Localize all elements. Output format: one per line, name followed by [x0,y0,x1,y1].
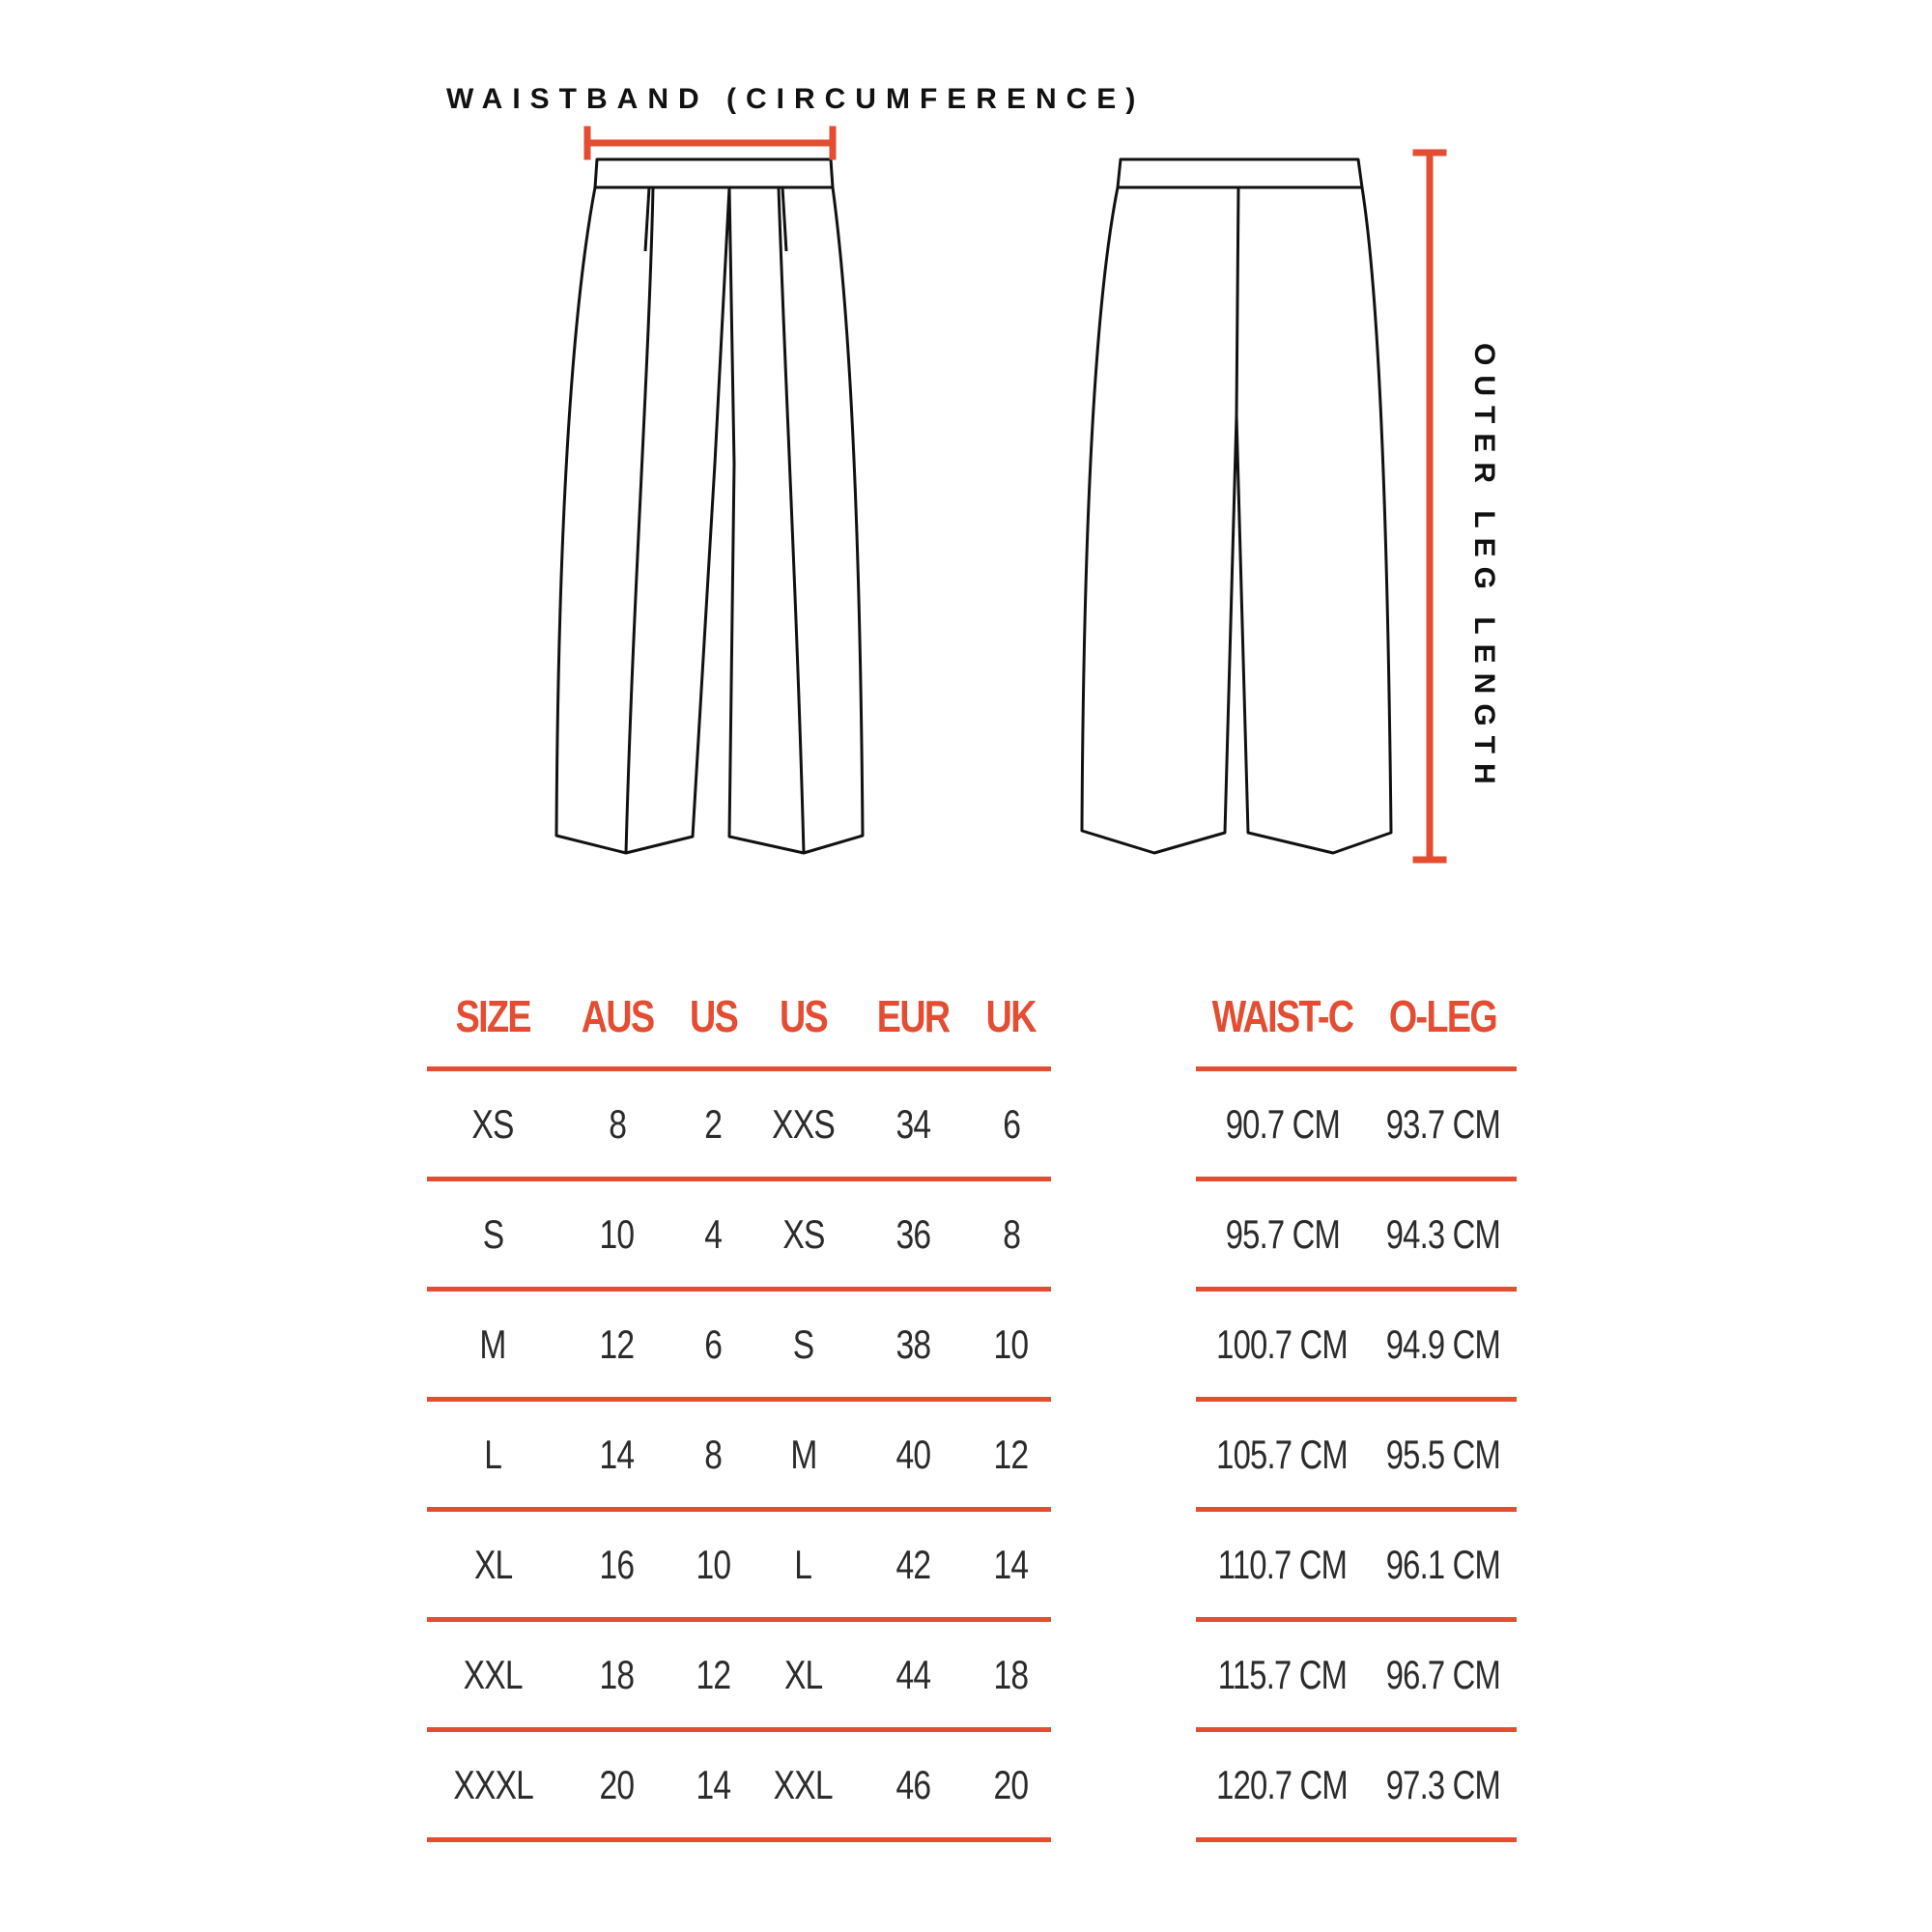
table-row [1196,1730,1517,1840]
cell-us-numeric: 14 [696,1761,731,1807]
back-waistband [1118,159,1362,187]
cell-o-leg: 96.1 CM [1385,1541,1500,1587]
cell-waist-c: 110.7 CM [1217,1541,1348,1587]
cell-waist-c: 120.7 CM [1216,1761,1349,1807]
table-row [1196,1069,1517,1179]
cell-us-letter: S [792,1321,814,1367]
cell-size: S [482,1210,504,1257]
cell-eur: 42 [895,1541,931,1587]
table-row [427,1620,1051,1730]
front-pleat-right [782,187,786,251]
cell-us-numeric: 10 [696,1541,731,1587]
header-o-leg: O-LEG [1382,966,1503,1069]
size-table-header-row [427,966,1051,1069]
cell-waist-c: 115.7 CM [1217,1651,1348,1697]
cell-us-letter: XL [783,1651,823,1697]
cell-size: XL [473,1541,513,1587]
cell-size: XXL [463,1651,523,1697]
cell-us-numeric: 12 [696,1651,731,1697]
cell-size: XS [471,1100,514,1147]
outer-leg-measure-bar [1416,153,1443,860]
cell-aus: 18 [599,1651,635,1697]
cell-us-letter: L [794,1541,812,1587]
cell-waist-c: 95.7 CM [1225,1210,1340,1257]
table-row [427,1290,1051,1400]
table-row [1196,1400,1517,1510]
header-aus: AUS [569,966,665,1069]
cell-eur: 46 [895,1761,931,1807]
cell-o-leg: 93.7 CM [1385,1100,1500,1147]
cell-uk: 12 [993,1431,1029,1477]
front-outline [556,187,863,853]
size-conversion-table [427,966,1051,1842]
header-eur: EUR [866,966,961,1069]
pants-back-view [1082,159,1391,853]
front-left-crease [626,187,653,853]
header-us-numeric: US [682,966,745,1069]
cell-aus: 8 [608,1100,626,1147]
cell-us-numeric: 6 [704,1321,723,1367]
cell-waist-c: 100.7 CM [1216,1321,1349,1367]
cell-size: M [479,1321,506,1367]
cell-o-leg: 96.7 CM [1385,1651,1500,1697]
cell-us-numeric: 8 [704,1431,723,1477]
cell-uk: 14 [993,1541,1029,1587]
cell-us-letter: XXS [772,1100,836,1147]
cell-size: XXXL [452,1761,533,1807]
cell-eur: 36 [895,1210,931,1257]
back-center-seam [1236,187,1238,415]
outer-leg-length-label: OUTER LEG LENGTH [1468,343,1500,794]
cell-aus: 14 [599,1431,635,1477]
cell-eur: 44 [895,1651,931,1697]
cell-size: L [484,1431,502,1477]
table-row [427,1179,1051,1290]
cell-uk: 10 [993,1321,1029,1367]
cell-waist-c: 105.7 CM [1216,1431,1349,1477]
pants-front-view [556,159,863,853]
cell-eur: 38 [895,1321,931,1367]
waistband-measure-bar [587,129,833,156]
table-row [1196,1510,1517,1620]
table-row [427,1069,1051,1179]
header-uk: UK [979,966,1044,1069]
table-row [427,1730,1051,1840]
cell-eur: 34 [895,1100,931,1147]
cell-o-leg: 95.5 CM [1385,1431,1500,1477]
table-row [1196,1290,1517,1400]
table-row [427,1510,1051,1620]
front-waistband [595,159,833,187]
pants-diagram [0,0,1932,927]
cell-eur: 40 [895,1431,931,1477]
cell-o-leg: 97.3 CM [1385,1761,1500,1807]
cell-aus: 20 [599,1761,635,1807]
cell-waist-c: 90.7 CM [1225,1100,1340,1147]
cell-us-numeric: 4 [704,1210,723,1257]
cell-uk: 18 [993,1651,1029,1697]
pants-illustration [0,0,1932,927]
waistband-label: WAISTBAND (CIRCUMFERENCE) [446,83,1146,115]
table-row [1196,1179,1517,1290]
cell-o-leg: 94.3 CM [1385,1210,1500,1257]
cell-uk: 20 [993,1761,1029,1807]
table-row [427,1400,1051,1510]
cell-aus: 10 [599,1210,635,1257]
table-row [1196,1620,1517,1730]
cell-aus: 12 [599,1321,635,1367]
cell-us-letter: XS [781,1210,825,1257]
header-us-letter: US [761,966,846,1069]
header-waist-c: WAIST-C [1211,966,1353,1069]
header-size: SIZE [439,966,547,1069]
cell-us-letter: XXL [774,1761,834,1807]
cell-uk: 8 [1002,1210,1020,1257]
front-pleat-left [645,187,649,251]
cell-aus: 16 [599,1541,635,1587]
front-right-crease [779,187,804,853]
cell-us-numeric: 2 [704,1100,723,1147]
measurement-table [1196,966,1517,1842]
measurement-table-header-row [1196,966,1517,1069]
cell-uk: 6 [1002,1100,1020,1147]
cell-us-letter: M [789,1431,817,1477]
cell-o-leg: 94.9 CM [1385,1321,1500,1367]
